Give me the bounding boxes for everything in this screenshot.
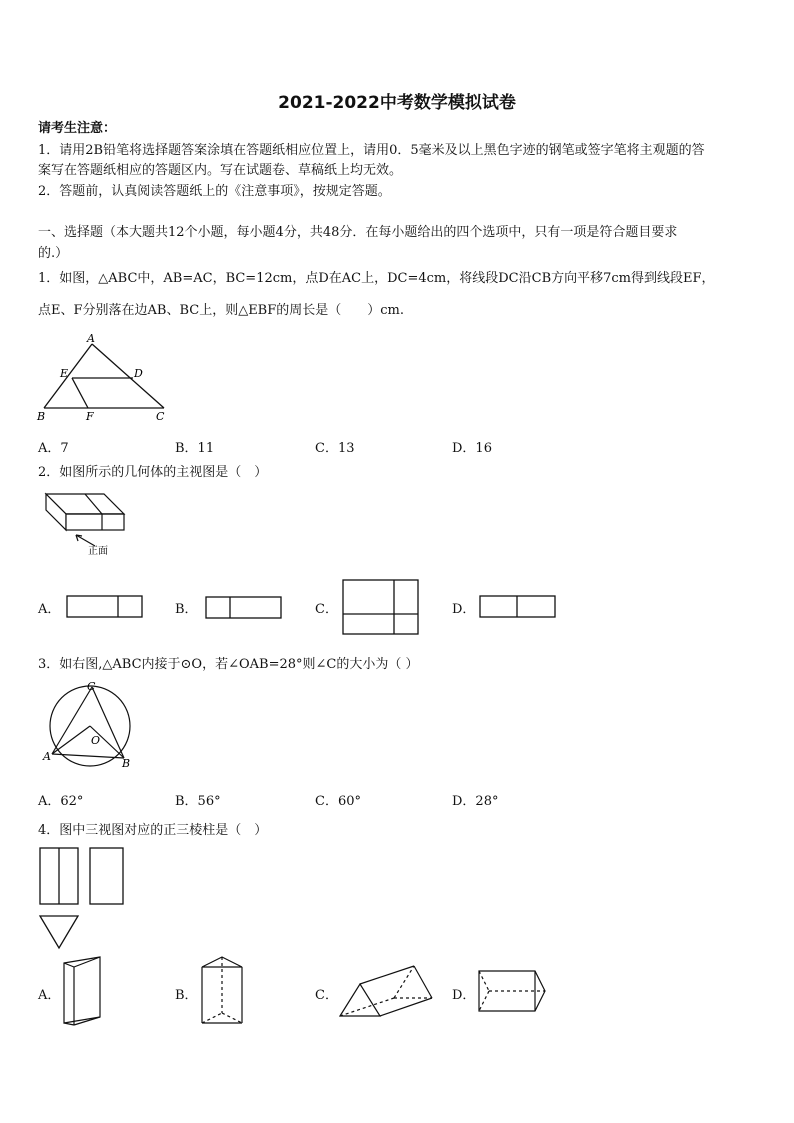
section-heading-line-1: 一、选择题（本大题共12个小题，每小题4分，共48分．在每小题给出的四个选项中，只有一项是符合题目要求 — [38, 225, 678, 240]
q1-option-d: D．16 — [452, 441, 492, 456]
q3-label-a: A — [43, 750, 51, 763]
q1-label-f: F — [86, 410, 94, 423]
q1-label-a: A — [87, 332, 95, 345]
q2-option-a-view — [66, 595, 144, 619]
q2-option-c-view — [342, 579, 420, 637]
q3-label-c: C — [87, 680, 96, 693]
q1-label-c: C — [156, 410, 165, 423]
q2-option-b-view — [205, 596, 283, 620]
q4-side-view — [90, 848, 123, 904]
q2-solid-figure — [40, 490, 135, 560]
q4-option-c: C． — [315, 988, 338, 1003]
q4-option-b-prism — [200, 955, 250, 1029]
q1-segment-ef — [72, 378, 88, 408]
q4-option-d-prism — [477, 969, 549, 1013]
q3-label-o: O — [91, 734, 101, 747]
q4-option-d: D． — [452, 988, 476, 1003]
q2-front-label: 正面 — [88, 546, 108, 557]
q2-option-a: A． — [38, 602, 61, 617]
q1-triangle-figure — [34, 330, 174, 425]
q4-three-views-figure — [38, 846, 128, 950]
q4-option-b: B． — [175, 988, 198, 1003]
q3-circle-figure — [38, 682, 138, 774]
section-heading-line-2: 的.） — [38, 246, 69, 261]
q1-label-d: D — [134, 367, 143, 380]
q2-stem: 2．如图所示的几何体的主视图是（ ） — [38, 465, 268, 480]
page-title: 2021-2022中考数学模拟试卷 — [278, 93, 516, 113]
q1-label-b: B — [37, 410, 46, 423]
notice-item-1-line-1: 1．请用2B铅笔将选择题答案涂填在答题纸相应位置上，请用0．5毫米及以上黑色字迹的钢笔或签字笔将主观题的答 — [38, 143, 705, 158]
q2-option-d-view — [479, 595, 557, 619]
q2-option-b: B． — [175, 602, 198, 617]
q4-stem: 4．图中三视图对应的正三棱柱是（ ） — [38, 823, 268, 838]
q1-label-e: E — [60, 367, 69, 380]
q3-option-c: C．60° — [315, 794, 361, 809]
q1-option-a: A．7 — [38, 441, 69, 456]
q1-stem-line-2: 点E、F分别落在边AB、BC上，则△EBF的周长是（ ）cm. — [38, 303, 404, 318]
notice-item-1-line-2: 案写在答题纸相应的答题区内。写在试题卷、草稿纸上均无效。 — [38, 163, 403, 178]
q2-option-c: C． — [315, 602, 338, 617]
q4-option-a-prism — [62, 955, 107, 1027]
q1-side-ac — [92, 344, 164, 408]
q4-option-c-prism — [338, 962, 436, 1020]
q3-option-a: A．62° — [38, 794, 84, 809]
q1-option-c: C．13 — [315, 441, 355, 456]
q4-option-a: A． — [38, 988, 61, 1003]
q1-option-b: B．11 — [175, 441, 215, 456]
q3-option-b: B．56° — [175, 794, 221, 809]
notice-item-2: 2．答题前，认真阅读答题纸上的《注意事项》，按规定答题。 — [38, 184, 391, 199]
q3-stem: 3．如右图,△ABC内接于⊙O，若∠OAB=28°则∠C的大小为（ ） — [38, 657, 419, 672]
notice-heading: 请考生注意： — [38, 121, 117, 136]
q1-stem-line-1: 1．如图，△ABC中，AB=AC，BC=12cm，点D在AC上，DC=4cm，将线段DC沿CB方向平移7cm得到线段EF， — [38, 271, 715, 286]
q4-top-view — [40, 916, 78, 948]
q2-option-d: D． — [452, 602, 476, 617]
q3-option-d: D．28° — [452, 794, 499, 809]
q3-label-b: B — [122, 757, 131, 770]
